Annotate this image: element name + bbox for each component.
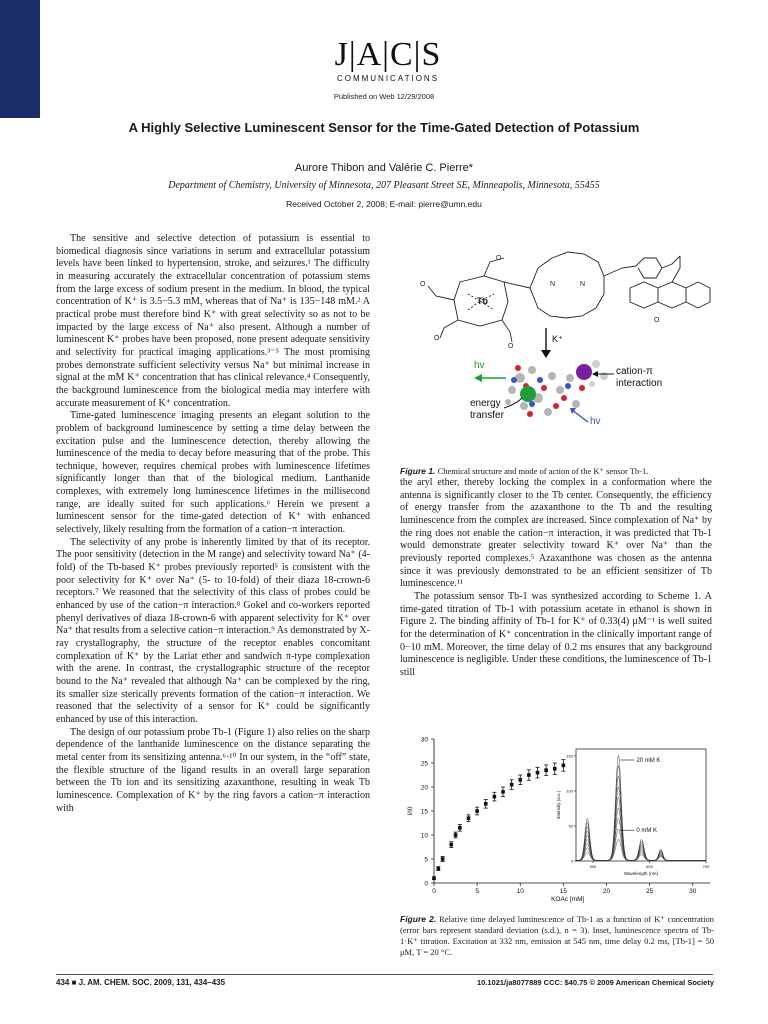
data-point xyxy=(449,843,453,847)
data-point xyxy=(493,795,497,799)
inset-x-tick-label: 600 xyxy=(646,864,653,869)
figure-1-caption xyxy=(400,466,720,477)
inset-x-axis-label: Wavelength (nm) xyxy=(623,871,659,876)
body-paragraph: The potassium sensor Tb-1 was synthesized according to Scheme 1. A time-gated titration of Tb-1 with potassium acetate in ethanol is shown in Figure 2. The binding affinity of Tb-1 for K⁺ of 0.33(4) μM⁻¹ is well suited for the determination of K⁺ concentration in the clinically important range of 0−10 mM. Moreover, the time delay of 0.2 ms ensures that any background luminescence is negligible. Under these conditions, the luminescence of Tb-1 still xyxy=(400,590,712,678)
k-plus-label: K⁺ xyxy=(552,334,563,344)
data-point xyxy=(441,857,445,861)
data-point xyxy=(475,809,479,813)
figure-2-label: Figure 2. xyxy=(400,914,437,924)
figure-1-graphic xyxy=(400,228,712,458)
x-tick-label: 0 xyxy=(432,888,436,895)
inset-x-tick-label: 700 xyxy=(702,864,710,869)
oxygen-label: O xyxy=(654,317,660,324)
footer-rule xyxy=(56,974,713,975)
journal-logo xyxy=(318,38,458,83)
figure-2-caption-text: Relative time delayed luminescence of Tb-1 as a function of K⁺ concentration (error bars represent standard deviation (s.d.), n = 3). Inset, luminescence spectra of Tb-1·K⁺ titration. Excitation at 332 nm, emission at 545 nm, time delay 0.2 ms, [Tb-1] = 50 μM, T = 20 °C. xyxy=(400,914,714,957)
x-tick-label: 5 xyxy=(475,888,479,895)
figure-1-label: Figure 1. xyxy=(400,466,436,476)
oxygen-label: O xyxy=(420,281,426,288)
molecular-model xyxy=(505,360,608,417)
data-point xyxy=(518,778,522,782)
y-tick-label: 15 xyxy=(420,808,428,816)
footer-doi: 10.1021/ja8077889 CCC: $40.75 © 2009 American Chemical Society xyxy=(476,978,714,987)
hv-emission-label: hv xyxy=(474,360,485,371)
article-authors: Aurore Thibon and Valérie C. Pierre* xyxy=(294,162,474,174)
inset-frame xyxy=(576,749,706,861)
body-column-right xyxy=(400,477,712,680)
x-tick-label: 20 xyxy=(602,888,611,895)
article-affiliation: Department of Chemistry, University of Minnesota, 207 Pleasant Street SE, Minneapolis, Minnesota, 55455 xyxy=(168,180,600,191)
y-tick-label: 5 xyxy=(424,856,428,864)
transfer-label: transfer xyxy=(470,410,504,421)
energy-label: energy xyxy=(470,398,501,409)
figure-1-caption-text: Chemical structure and mode of action of the K⁺ sensor Tb-1. xyxy=(437,466,649,476)
data-point xyxy=(544,768,548,772)
x-tick-label: 30 xyxy=(689,888,697,895)
series-label-20mm: 20 mM K xyxy=(636,758,661,764)
data-point xyxy=(510,783,514,787)
published-date: Published on Web 12/29/2008 xyxy=(333,92,435,101)
x-tick-label: 10 xyxy=(516,888,524,895)
data-point xyxy=(562,764,566,768)
body-paragraph: the aryl ether, thereby locking the complex in a conformation where the antenna is significantly closer to the Tb center. Consequently, the efficiency of energy transfer from the azaxanthone to the Tb and the resulting luminescence from the complex are increased. Since complexation of Na⁺ by the ring does not enable the cation−π interaction, it was predicted that Tb-1 would demonstrate greater selectivity toward K⁺ over Na⁺ than the previously reported complexes.⁵ Azaxanthone was chosen as the antenna since it was previously demonstrated to be an efficient sensitizer of Tb luminescence.¹¹ xyxy=(400,477,712,590)
article-title: A Highly Selective Luminescent Sensor for the Time-Gated Detection of Potassium xyxy=(128,120,640,135)
data-point xyxy=(454,833,458,837)
inset-y-tick-label: 0 xyxy=(570,858,573,864)
oxygen-label: O xyxy=(508,343,514,350)
body-paragraph: Time-gated luminescence imaging presents an elegant solution to the problem of background luminescence by setting a time delay between the excitation pulse and the luminescence detection, thereby allowing the luminescence of the media to decay before measuring that of the probe. This technique, however, requires chemical probes with luminescence lifetimes significantly longer than that of the biological medium. Lanthanide complexes, with extremely long luminescence lifetimes in the millisecond range, are ideally suited for such applications.⁶ Herein we present a luminescent sensor for the time-gated detection of K⁺ with enhanced selectively, likely resulting from the formation of a cation−π interaction. xyxy=(56,410,370,536)
journal-logo-letters: J|A|C|S xyxy=(334,36,442,73)
inset-y-axis-label: Intensity (a.u.) xyxy=(556,790,561,820)
body-paragraph: The selectivity of any probe is inherently limited by that of its receptor. The poor sensitivity (detection in the M range) and selectivity toward Na⁺ (4-fold) of the Tb-based K⁺ probes previously reported⁵ is consistent with the poor selectivity for K⁺ over Na⁺ (5- to 10-fold) of their diaza 18-crown-6 receptors.⁷ We reasoned that the selectivity of this class of probes could be enhanced by use of the cation−π interaction.⁸ Gokel and co-workers reported phenyl derivatives of diaza 18-crown-6 with apparent selectivity for K⁺ over Na⁺ that results from a selective cation−π interaction.⁹ As demonstrated by X-ray crystallography, the structure of the receptor enables concomitant complexation of K⁺ by the Lariat ether and sandwich π-type complexation with the arene. In contrast, the crystallographic structure of the receptor bound to the Na⁺ revealed that although Na⁺ can be complexed by the ring, its smaller size sterically prevents formation of the cation−π interaction. We reasoned that the selectivity of a sensor for K⁺ could be significantly enhanced by use of this interaction. xyxy=(56,536,370,725)
y-tick-label: 30 xyxy=(420,736,428,744)
nitrogen-label: N xyxy=(580,281,586,288)
body-paragraph: The design of our potassium probe Tb-1 (Figure 1) also relies on the sharp dependence of the lanthanide luminescence on the distance separating the metal center from its sensitizing antenna.⁶·¹⁰ In our system, in the “off” state, the flexible structure of the ligand results in an overall large separation between the Tb ion and its sensitizing azaxanthone, resulting in weak Tb luminescence. Complexation of K⁺ by the ring favors a cation−π interaction with xyxy=(56,726,370,814)
interaction-label: interaction xyxy=(616,378,663,389)
tb-label: Tb xyxy=(477,296,488,306)
y-tick-label: 0 xyxy=(424,880,428,888)
journal-logo-subtitle: COMMUNICATIONS xyxy=(336,74,440,83)
data-point xyxy=(536,771,540,775)
y-tick-label: 10 xyxy=(420,832,428,840)
data-point xyxy=(553,767,557,771)
cation-pi-label: cation-π xyxy=(616,366,653,377)
data-point xyxy=(437,867,441,871)
article-received: Received October 2, 2008; E-mail: pierre@umn.edu xyxy=(286,199,482,209)
data-point xyxy=(458,826,462,830)
x-axis-label: KOAc [mM] xyxy=(551,896,585,903)
body-paragraph: The sensitive and selective detection of potassium is essential to biomedical diagnosis since variations in serum and extracellular potassium levels have been linked to hypertension, stroke, and seizures.¹ The difficulty in measuring accurately the extracellular concentration of potassium stems from the large excess of sodium present in the medium. In blood, the typical concentration of K⁺ is 3.5−5.3 mM, whereas that of Na⁺ is 135−148 mM.² A practical probe must therefore bind K⁺ with great selectivity so as not to be impacted by the large excess of Na⁺ also present. Although a number of luminescent K⁺ probes have been proposed, none present adequate sensitivity and selectivity for practical imaging applications.³⁻⁵ The most promising probes demonstrate sufficient selectivity versus Na⁺ but minimal increase in signal at the mM K⁺ concentration that has clinical relevance.⁴ Consequently, the background luminescence from the biological media may interfere with accurate measurement of K⁺ concentration. xyxy=(56,233,370,409)
inset-x-tick-label: 500 xyxy=(589,864,597,869)
data-point xyxy=(501,790,505,794)
hv-excitation-label: hv xyxy=(590,416,601,427)
oxygen-label: O xyxy=(434,335,440,342)
y-tick-label: 20 xyxy=(420,784,428,792)
x-tick-label: 15 xyxy=(559,888,567,895)
data-point xyxy=(527,773,531,777)
y-tick-label: 25 xyxy=(420,760,428,768)
body-column-left xyxy=(56,233,370,815)
data-point xyxy=(467,816,471,820)
oxygen-label: O xyxy=(496,255,502,262)
inset-y-tick-label: 100 xyxy=(566,788,573,794)
footer-citation: 434 ■ J. AM. CHEM. SOC. 2009, 131, 434–435 xyxy=(56,978,226,987)
data-point xyxy=(484,802,488,806)
x-tick-label: 25 xyxy=(646,888,654,895)
figure-2-caption xyxy=(400,914,714,958)
figure-2-chart xyxy=(400,733,720,909)
nitrogen-label: N xyxy=(550,281,556,288)
inset-y-tick-label: 50 xyxy=(568,823,573,829)
inset-chart xyxy=(556,749,710,876)
data-point xyxy=(432,876,436,880)
series-label-0mm: 0 mM K xyxy=(636,828,658,835)
y-axis-label: I/I0 xyxy=(407,806,414,816)
inset-y-tick-label: 150 xyxy=(566,753,573,759)
